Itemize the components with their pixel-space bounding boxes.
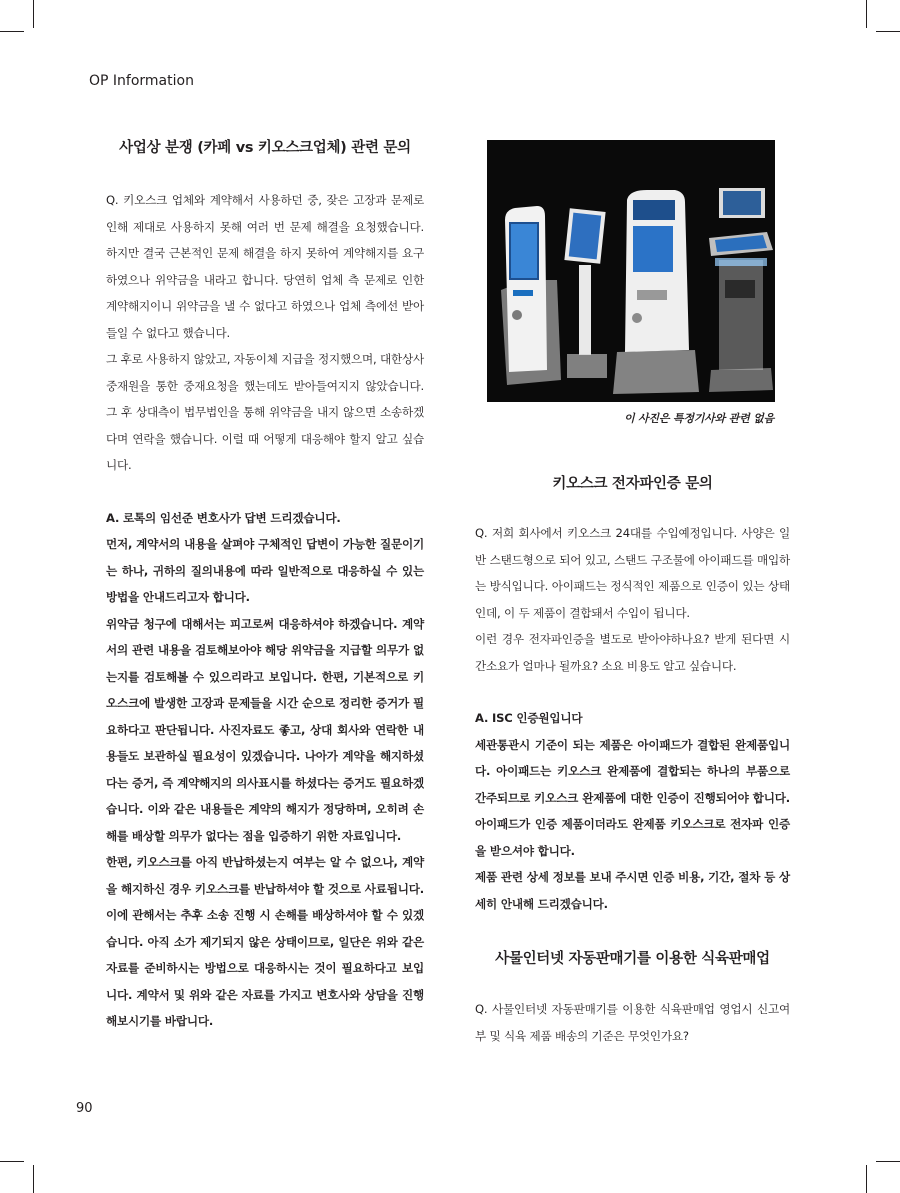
page-number: 90 [76,1101,93,1116]
crop-mark [866,0,867,28]
section-title: 사업상 분쟁 (카페 vs 키오스크업체) 관련 문의 [119,140,411,156]
left-column [106,136,424,1035]
question-paragraph: 이런 경우 전자파인증을 별도로 받아야하나요? 받게 된다면 시간소요가 얼마나 될까요? 소요 비용도 알고 싶습니다. [475,632,790,673]
answer-paragraph: 세관통관시 기준이 되는 제품은 아이패드가 결합된 완제품입니다. 아이패드는 키오스크 완제품에 결합되는 하나의 부품으로 간주되므로 키오스크 완제품에 대한 인증이 진행되어야 합니다. 아이패드가 인증 제품이더라도 완제품 키오스크로 전자파 인증을 받으셔야 합니다. [475,737,790,858]
crop-mark [33,1165,34,1193]
crop-mark [33,0,34,28]
crop-mark [876,1161,900,1162]
section-title: 사물인터넷 자동판매기를 이용한 식육판매업 [495,951,770,967]
crop-mark [876,31,900,32]
right-column [475,140,790,1049]
answer-paragraph: 한편, 키오스크를 아직 반납하셨는지 여부는 알 수 없으나, 계약을 해지하신 경우 키오스크를 반납하셔야 할 것으로 사료됩니다. 이에 관해서는 추후 소송 진행 시 손해를 배상하셔야 할 수 있겠습니다. 아직 소가 제기되지 않은 상태이므로, 일단은 위와 같은 자료를 준비하시는 방법으로 대응하시는 것이 필요하다고 보입니다. 계약서 및 위와 같은 자료를 가지고 변호사와 상담을 진행해보시기를 바랍니다. [106,855,424,1028]
section-title: 키오스크 전자파인증 문의 [552,476,713,492]
question-paragraph: 그 후로 사용하지 않았고, 자동이체 지급을 정지했으며, 대한상사중재원을 통한 중재요청을 했는데도 받아들여지지 않았습니다. 그 후 상대측이 법무법인을 통해 위약금을 내지 않으면 소송하겠다며 연락을 했습니다. 이럴 때 어떻게 대응해야 할지 알고 싶습니다. [106,352,424,472]
answer-paragraph: 위약금 청구에 대해서는 피고로써 대응하셔야 하겠습니다. 계약서의 관련 내용을 검토해보아야 해당 위약금을 지급할 의무가 없는지를 검토해볼 수 있으리라고 보입니다. 한편, 기본적으로 키오스크에 발생한 고장과 문제들을 시간 순으로 정리한 증거가 필요하다고 판단됩니다. 사진자료도 좋고, 상대 회사와 연락한 내용들도 보관하실 필요성이 있겠습니다. 나아가 계약을 해지하셨다는 증거, 즉 계약해지의 의사표시를 하셨다는 증거도 필요하겠습니다. 이와 같은 내용들은 계약의 해지가 정당하며, 오히려 손해를 배상할 의무가 없다는 점을 입증하기 위한 자료입니다. [106,616,424,843]
answer-paragraph: 제품 관련 상세 정보를 보내 주시면 인증 비용, 기간, 절차 등 상세히 안내해 드리겠습니다. [475,870,790,911]
question-paragraph: Q. 사물인터넷 자동판매기를 이용한 식육판매업 영업시 신고여부 및 식육 제품 배송의 기준은 무엇인가요? [475,1002,790,1043]
crop-mark [0,1161,24,1162]
photo-caption: 이 사진은 특정기사와 관련 없음 [623,412,774,425]
kiosk-illustration [487,140,775,402]
crop-mark [0,31,24,32]
crop-mark [866,1165,867,1193]
answer-heading: A. 로톡의 임선준 변호사가 답변 드리겠습니다. [106,510,341,525]
question-paragraph: Q. 키오스크 업체와 계약해서 사용하던 중, 잦은 고장과 문제로 인해 제대로 사용하지 못해 여러 번 문제 해결을 요청했습니다. 하지만 결국 근본적인 문제 해결을 하지 못하여 계약해지를 요구하였으나 위약금을 내라고 합니다. 당연히 업체 측 문제로 인한 계약해지이니 위약금을 낼 수 없다고 하였으나 업체 측에선 받아들일 수 없다고 했습니다. [106,193,424,340]
running-header: OP Information [89,73,194,89]
question-paragraph: Q. 저희 회사에서 키오스크 24대를 수입예정입니다. 사양은 일반 스탠드형으로 되어 있고, 스탠드 구조물에 아이패드를 매입하는 방식입니다. 아이패드는 정식적인 제품으로 인증이 있는 상태인데, 이 두 제품이 결합돼서 수입이 됩니다. [475,526,790,620]
answer-paragraph: 먼저, 계약서의 내용을 살펴야 구체적인 답변이 가능한 질문이기는 하나, 귀하의 질의내용에 따라 일반적으로 대응하실 수 있는 방법을 안내드리고자 합니다. [106,537,424,604]
kiosk-photo [487,140,775,402]
answer-heading: A. ISC 인증원입니다 [475,711,583,725]
